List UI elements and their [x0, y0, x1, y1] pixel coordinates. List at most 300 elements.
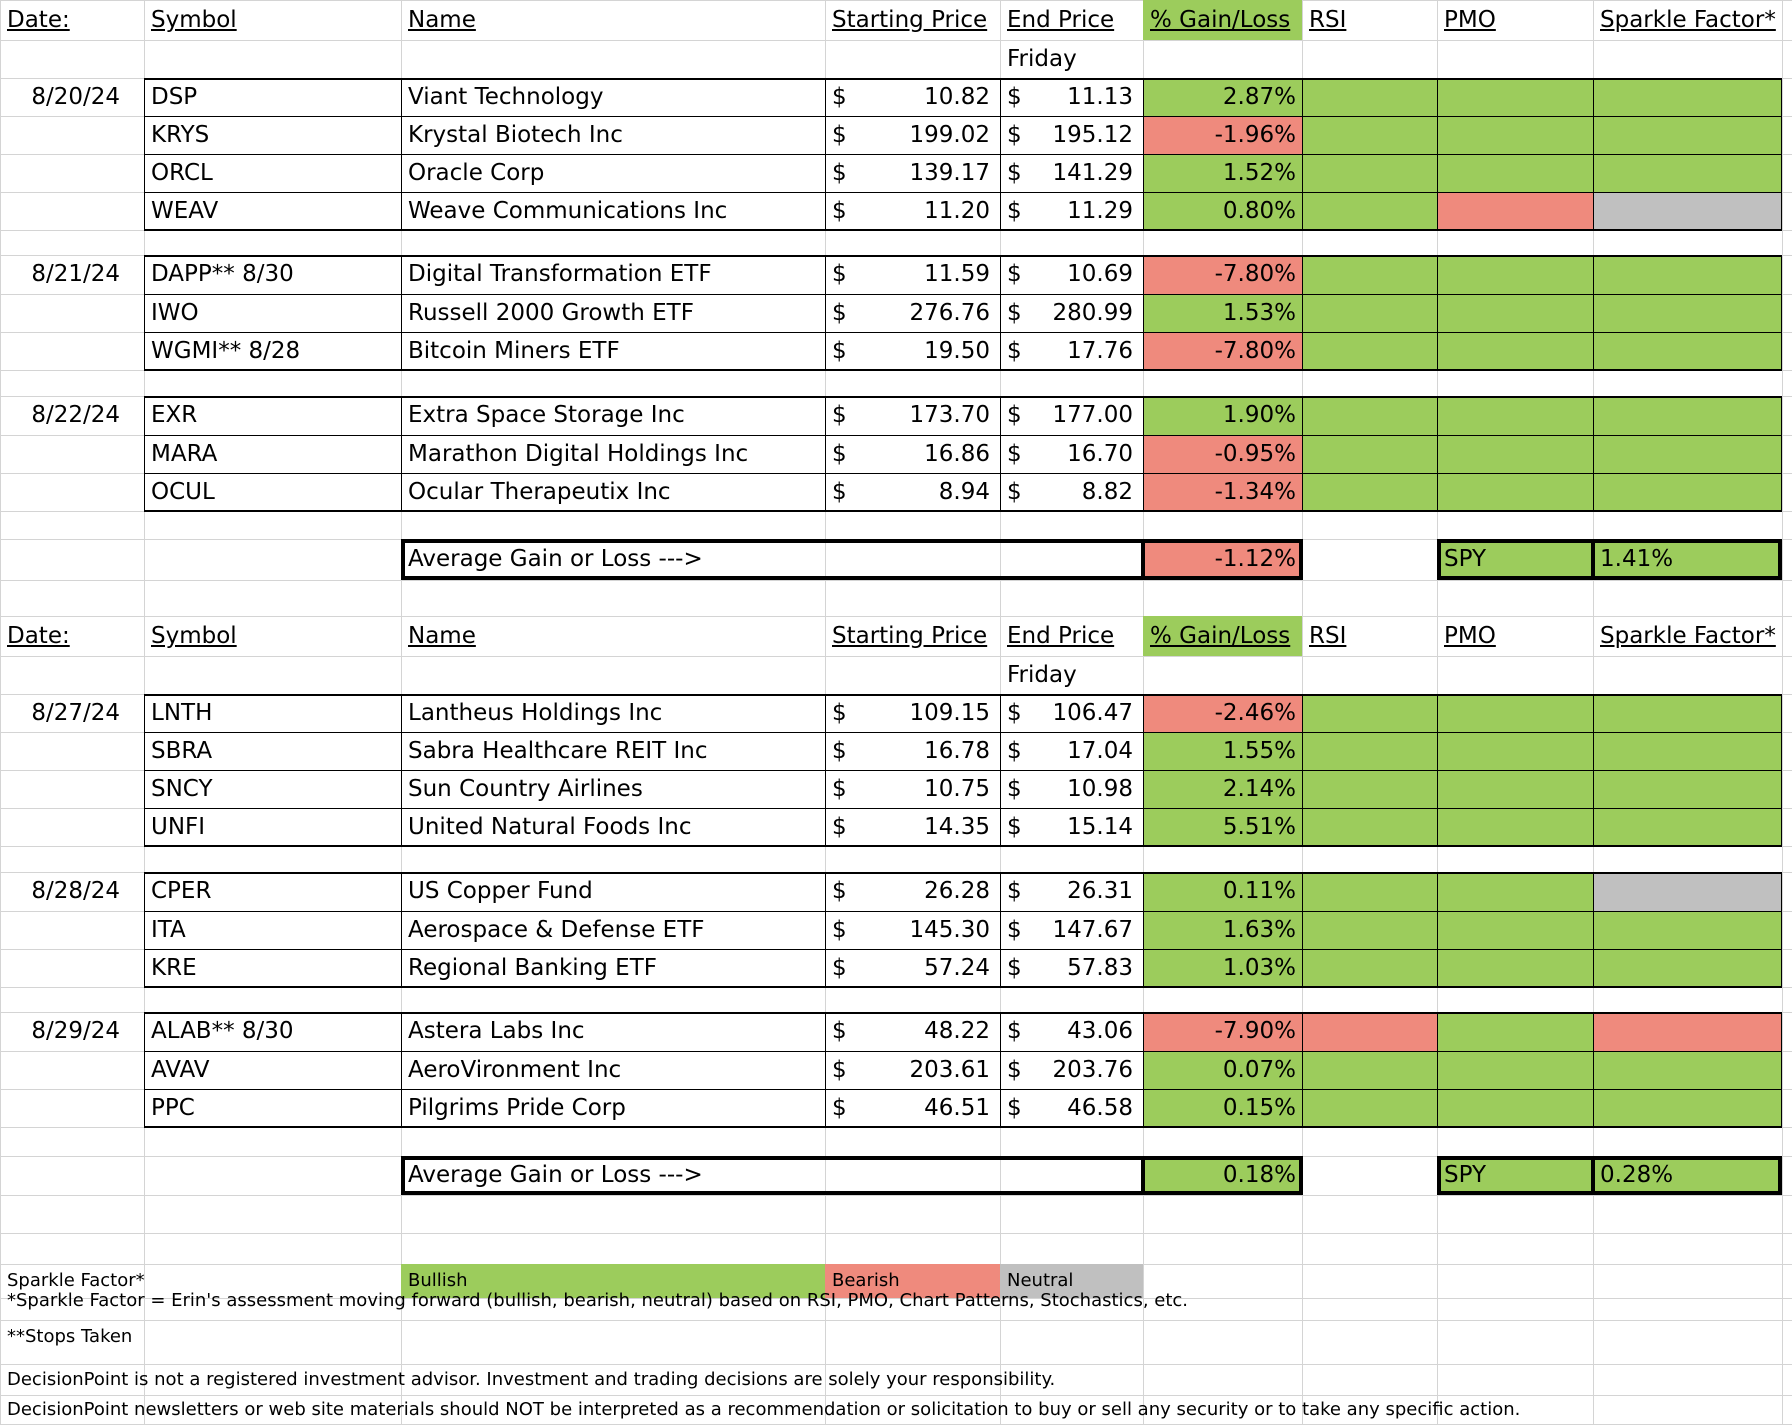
row-start-currency: $	[832, 737, 847, 764]
group-border-vertical	[825, 872, 826, 987]
column-header-sparkle-factor: Sparkle Factor*	[1600, 6, 1776, 33]
row-end-currency: $	[1007, 440, 1022, 467]
pmo-fill	[1437, 808, 1593, 846]
rsi-fill	[1302, 192, 1437, 230]
row-end-price: 46.58	[1067, 1094, 1133, 1121]
group-border-vertical	[1302, 1012, 1303, 1127]
group-border-bottom	[144, 845, 1782, 847]
column-header-rsi: RSI	[1309, 6, 1347, 33]
group-border-vertical	[1302, 78, 1303, 230]
row-start-price: 109.15	[909, 699, 990, 726]
row-start-price: 203.61	[909, 1056, 990, 1083]
row-border	[144, 808, 1782, 809]
row-symbol: MARA	[151, 440, 218, 467]
group-border-vertical	[1143, 78, 1144, 230]
footnote: **Stops Taken	[7, 1326, 133, 1347]
group-border-bottom	[144, 986, 1782, 988]
column-header-sparkle-factor: Sparkle Factor*	[1600, 622, 1776, 649]
row-border	[144, 332, 1782, 333]
grid-line-horizontal	[0, 656, 1792, 657]
row-border	[144, 294, 1782, 295]
row-gain: 2.87%	[1222, 83, 1296, 110]
column-header-end-price: End Price	[1007, 622, 1115, 649]
row-symbol: IWO	[151, 299, 199, 326]
row-gain: 1.63%	[1222, 916, 1296, 943]
sparkle-fill	[1593, 192, 1782, 230]
row-gain: 1.90%	[1222, 402, 1296, 428]
row-name: Ocular Therapeutix Inc	[408, 478, 671, 505]
column-header-symbol: Symbol	[151, 622, 237, 649]
row-symbol: DSP	[151, 83, 198, 110]
row-start-currency: $	[832, 1018, 847, 1044]
pmo-fill	[1437, 473, 1593, 511]
row-gain: 1.52%	[1222, 159, 1296, 186]
pmo-fill	[1437, 255, 1593, 294]
row-symbol: KRYS	[151, 121, 210, 148]
group-border-vertical	[1781, 396, 1782, 511]
rsi-fill	[1302, 1089, 1437, 1127]
row-end-price: 11.29	[1067, 197, 1133, 224]
pmo-fill	[1437, 872, 1593, 911]
row-name: Astera Labs Inc	[408, 1018, 585, 1044]
row-gain: -2.46%	[1214, 699, 1296, 726]
average-box-border	[401, 539, 405, 580]
row-end-price: 10.98	[1067, 775, 1133, 802]
sparkle-fill	[1593, 911, 1782, 949]
row-end-price: 147.67	[1052, 916, 1133, 943]
row-start-currency: $	[832, 440, 847, 467]
row-start-currency: $	[832, 878, 847, 904]
group-border-vertical	[1000, 78, 1001, 230]
legend-bearish: Bearish	[832, 1270, 900, 1291]
row-gain: 5.51%	[1222, 813, 1296, 840]
group-border-vertical	[825, 255, 826, 370]
row-name: Russell 2000 Growth ETF	[408, 299, 694, 326]
group-border-top	[144, 78, 1782, 80]
average-box-border	[1437, 539, 1782, 543]
row-end-currency: $	[1007, 954, 1022, 981]
row-end-price: 11.13	[1067, 83, 1133, 110]
row-symbol: SNCY	[151, 775, 213, 802]
pmo-fill	[1437, 154, 1593, 192]
row-date: 8/21/24	[31, 261, 120, 287]
legend-bullish: Bullish	[408, 1270, 468, 1291]
row-end-price: 106.47	[1052, 699, 1133, 726]
row-end-currency: $	[1007, 337, 1022, 364]
average-label: Average Gain or Loss --->	[408, 1162, 703, 1188]
legend-title: Sparkle Factor*	[7, 1270, 145, 1291]
pmo-fill	[1437, 694, 1593, 732]
group-border-vertical	[1437, 78, 1438, 230]
row-gain: 2.14%	[1222, 775, 1296, 802]
row-symbol: DAPP** 8/30	[151, 261, 294, 287]
group-border-vertical	[825, 694, 826, 846]
average-label: Average Gain or Loss --->	[408, 546, 703, 572]
row-symbol: KRE	[151, 954, 197, 981]
sparkle-fill	[1593, 255, 1782, 294]
row-end-currency: $	[1007, 197, 1022, 224]
row-start-price: 57.24	[924, 954, 990, 981]
row-start-price: 199.02	[909, 121, 990, 148]
row-end-currency: $	[1007, 737, 1022, 764]
group-border-vertical	[1437, 872, 1438, 987]
group-border-vertical	[1781, 78, 1782, 230]
group-border-vertical	[401, 255, 402, 370]
group-border-bottom	[144, 1126, 1782, 1128]
row-border	[144, 192, 1782, 193]
group-border-vertical	[825, 396, 826, 511]
rsi-fill	[1302, 255, 1437, 294]
row-start-price: 139.17	[909, 159, 990, 186]
row-symbol: CPER	[151, 878, 212, 904]
row-date: 8/27/24	[31, 699, 120, 726]
group-border-vertical	[1302, 694, 1303, 846]
row-symbol: LNTH	[151, 699, 213, 726]
row-name: Digital Transformation ETF	[408, 261, 712, 287]
spy-value: 1.41%	[1600, 546, 1674, 572]
grid-line-horizontal	[0, 40, 1792, 41]
rsi-fill	[1302, 1051, 1437, 1089]
average-box-border	[401, 1156, 405, 1195]
row-start-currency: $	[832, 337, 847, 364]
footnote: DecisionPoint is not a registered investment advisor. Investment and trading decisions are solely your responsibility.	[7, 1368, 1056, 1390]
row-start-currency: $	[832, 121, 847, 148]
average-box-border	[1591, 1156, 1595, 1195]
row-gain: 0.15%	[1222, 1094, 1296, 1121]
row-start-price: 16.78	[924, 737, 990, 764]
column-header-date: Date:	[7, 622, 70, 649]
end-price-subheader: Friday	[1007, 45, 1077, 72]
row-end-price: 8.82	[1081, 478, 1133, 505]
group-border-vertical	[1000, 255, 1001, 370]
average-box-border	[401, 1156, 1302, 1160]
pmo-fill	[1437, 1089, 1593, 1127]
row-end-price: 10.69	[1067, 261, 1133, 287]
spy-value: 0.28%	[1600, 1162, 1674, 1188]
group-border-vertical	[1143, 872, 1144, 987]
row-start-currency: $	[832, 402, 847, 428]
average-box-border	[1299, 539, 1303, 580]
footnote: DecisionPoint newsletters or web site materials should NOT be interpreted as a recommendation or solicitation to buy or sell any security or to take any specific action.	[7, 1398, 1521, 1420]
rsi-fill	[1302, 294, 1437, 332]
row-gain: -7.90%	[1214, 1018, 1296, 1044]
row-border	[144, 732, 1782, 733]
sparkle-fill	[1593, 872, 1782, 911]
group-border-vertical	[1437, 255, 1438, 370]
column-header-end-price: End Price	[1007, 6, 1115, 33]
row-start-currency: $	[832, 1056, 847, 1083]
row-end-currency: $	[1007, 299, 1022, 326]
rsi-fill	[1302, 732, 1437, 770]
sparkle-fill	[1593, 294, 1782, 332]
group-border-vertical	[1593, 78, 1594, 230]
row-start-price: 46.51	[924, 1094, 990, 1121]
group-border-vertical	[1593, 694, 1594, 846]
column-header-symbol: Symbol	[151, 6, 237, 33]
group-border-vertical	[401, 78, 402, 230]
row-date: 8/28/24	[31, 878, 120, 904]
group-border-vertical	[1302, 255, 1303, 370]
row-start-currency: $	[832, 1094, 847, 1121]
group-border-vertical	[825, 1012, 826, 1127]
rsi-fill	[1302, 911, 1437, 949]
row-start-currency: $	[832, 299, 847, 326]
sparkle-fill	[1593, 473, 1782, 511]
column-header-name: Name	[408, 622, 476, 649]
sparkle-fill	[1593, 949, 1782, 987]
group-border-vertical	[144, 1012, 145, 1127]
row-start-currency: $	[832, 159, 847, 186]
average-box-border	[1141, 539, 1145, 580]
column-header-name: Name	[408, 6, 476, 33]
sparkle-fill	[1593, 732, 1782, 770]
row-end-price: 16.70	[1067, 440, 1133, 467]
group-border-vertical	[401, 872, 402, 987]
row-name: Sabra Healthcare REIT Inc	[408, 737, 708, 764]
rsi-fill	[1302, 872, 1437, 911]
average-value: 0.18%	[1222, 1162, 1296, 1188]
group-border-vertical	[144, 396, 145, 511]
group-border-top	[144, 255, 1782, 257]
row-end-currency: $	[1007, 478, 1022, 505]
pmo-fill	[1437, 192, 1593, 230]
rsi-fill	[1302, 1012, 1437, 1051]
row-start-price: 145.30	[909, 916, 990, 943]
row-symbol: ALAB** 8/30	[151, 1018, 294, 1044]
row-start-currency: $	[832, 775, 847, 802]
row-end-currency: $	[1007, 1056, 1022, 1083]
row-end-price: 57.83	[1067, 954, 1133, 981]
row-gain: 1.03%	[1222, 954, 1296, 981]
group-border-vertical	[1143, 1012, 1144, 1127]
row-end-price: 195.12	[1052, 121, 1133, 148]
average-box-border	[1437, 539, 1441, 580]
group-border-vertical	[1781, 872, 1782, 987]
column-header-starting-price: Starting Price	[832, 622, 988, 649]
rsi-fill	[1302, 332, 1437, 370]
group-border-vertical	[144, 255, 145, 370]
pmo-fill	[1437, 294, 1593, 332]
row-gain: 1.55%	[1222, 737, 1296, 764]
row-name: United Natural Foods Inc	[408, 813, 692, 840]
row-end-price: 26.31	[1067, 878, 1133, 904]
row-start-currency: $	[832, 83, 847, 110]
group-border-vertical	[1000, 694, 1001, 846]
row-border	[144, 116, 1782, 117]
column-header--gain-loss: % Gain/Loss	[1150, 6, 1291, 33]
rsi-fill	[1302, 694, 1437, 732]
row-name: Krystal Biotech Inc	[408, 121, 623, 148]
group-border-vertical	[1302, 396, 1303, 511]
group-border-bottom	[144, 369, 1782, 371]
group-border-vertical	[1437, 694, 1438, 846]
average-box-border	[401, 1191, 1302, 1195]
row-end-currency: $	[1007, 121, 1022, 148]
average-box-border	[1778, 1156, 1782, 1195]
sparkle-fill	[1593, 332, 1782, 370]
row-start-currency: $	[832, 261, 847, 287]
sparkle-fill	[1593, 770, 1782, 808]
group-border-vertical	[1437, 396, 1438, 511]
row-border	[144, 1089, 1782, 1090]
group-border-vertical	[825, 78, 826, 230]
row-symbol: ITA	[151, 916, 186, 943]
group-border-vertical	[1593, 396, 1594, 511]
row-end-currency: $	[1007, 1094, 1022, 1121]
spy-label: SPY	[1444, 1162, 1487, 1188]
group-border-vertical	[1781, 255, 1782, 370]
average-box-border	[1141, 1156, 1145, 1195]
row-end-currency: $	[1007, 916, 1022, 943]
group-border-top	[144, 396, 1782, 398]
rsi-fill	[1302, 78, 1437, 116]
row-gain: -0.95%	[1214, 440, 1296, 467]
row-name: Pilgrims Pride Corp	[408, 1094, 626, 1121]
average-box-border	[1437, 1156, 1441, 1195]
row-name: Regional Banking ETF	[408, 954, 657, 981]
group-border-vertical	[1143, 694, 1144, 846]
row-gain: -1.34%	[1214, 478, 1296, 505]
row-end-price: 17.76	[1067, 337, 1133, 364]
rsi-fill	[1302, 949, 1437, 987]
row-symbol: UNFI	[151, 813, 206, 840]
row-end-price: 280.99	[1052, 299, 1133, 326]
row-gain: 0.11%	[1222, 878, 1296, 904]
spy-label: SPY	[1444, 546, 1487, 572]
legend-neutral: Neutral	[1007, 1270, 1074, 1291]
average-box-border	[1437, 1191, 1782, 1195]
group-border-top	[144, 1012, 1782, 1014]
grid-line-vertical	[1782, 0, 1783, 1424]
row-start-currency: $	[832, 699, 847, 726]
group-border-vertical	[1593, 1012, 1594, 1127]
pmo-fill	[1437, 1051, 1593, 1089]
pmo-fill	[1437, 770, 1593, 808]
row-end-price: 17.04	[1067, 737, 1133, 764]
row-symbol: ORCL	[151, 159, 213, 186]
group-border-vertical	[144, 694, 145, 846]
row-start-price: 276.76	[909, 299, 990, 326]
row-name: Weave Communications Inc	[408, 197, 728, 224]
row-start-price: 173.70	[909, 402, 990, 428]
row-border	[144, 473, 1782, 474]
sparkle-fill	[1593, 396, 1782, 435]
group-border-vertical	[144, 78, 145, 230]
row-start-price: 26.28	[924, 878, 990, 904]
row-name: Viant Technology	[408, 83, 604, 110]
group-border-vertical	[1781, 1012, 1782, 1127]
pmo-fill	[1437, 435, 1593, 473]
group-border-vertical	[1000, 1012, 1001, 1127]
row-border	[144, 770, 1782, 771]
row-date: 8/22/24	[31, 402, 120, 428]
row-name: Aerospace & Defense ETF	[408, 916, 705, 943]
average-box-border	[1299, 1156, 1303, 1195]
rsi-fill	[1302, 435, 1437, 473]
sparkle-fill	[1593, 435, 1782, 473]
average-box-border	[1437, 1156, 1782, 1160]
footnote: *Sparkle Factor = Erin's assessment moving forward (bullish, bearish, neutral) based on RSI, PMO, Chart Patterns, Stochastics, etc.	[7, 1290, 1189, 1311]
row-date: 8/20/24	[31, 83, 120, 110]
pmo-fill	[1437, 1012, 1593, 1051]
sparkle-fill	[1593, 1051, 1782, 1089]
average-box-border	[1778, 539, 1782, 580]
group-border-vertical	[1437, 1012, 1438, 1127]
column-header-starting-price: Starting Price	[832, 6, 988, 33]
group-border-bottom	[144, 510, 1782, 512]
row-end-currency: $	[1007, 878, 1022, 904]
grid-line-horizontal	[0, 1195, 1792, 1196]
grid-line-horizontal	[0, 1233, 1792, 1234]
pmo-fill	[1437, 332, 1593, 370]
average-box-border	[401, 539, 1302, 543]
row-end-price: 177.00	[1052, 402, 1133, 428]
group-border-vertical	[1593, 255, 1594, 370]
column-header-date: Date:	[7, 6, 70, 33]
pmo-fill	[1437, 116, 1593, 154]
row-name: Bitcoin Miners ETF	[408, 337, 620, 364]
row-gain: -7.80%	[1214, 337, 1296, 364]
end-price-subheader: Friday	[1007, 661, 1077, 688]
row-end-price: 203.76	[1052, 1056, 1133, 1083]
row-name: US Copper Fund	[408, 878, 593, 904]
row-name: AeroVironment Inc	[408, 1056, 622, 1083]
column-header-pmo: PMO	[1444, 622, 1496, 649]
row-gain: 0.07%	[1222, 1056, 1296, 1083]
row-start-price: 48.22	[924, 1018, 990, 1044]
row-start-currency: $	[832, 478, 847, 505]
column-header-pmo: PMO	[1444, 6, 1496, 33]
row-gain: -7.80%	[1214, 261, 1296, 287]
row-start-price: 8.94	[938, 478, 990, 505]
rsi-fill	[1302, 396, 1437, 435]
row-start-currency: $	[832, 954, 847, 981]
row-end-currency: $	[1007, 402, 1022, 428]
column-header--gain-loss: % Gain/Loss	[1150, 622, 1291, 649]
row-date: 8/29/24	[31, 1018, 120, 1044]
rsi-fill	[1302, 116, 1437, 154]
row-start-currency: $	[832, 197, 847, 224]
average-box-border	[1591, 539, 1595, 580]
row-start-price: 16.86	[924, 440, 990, 467]
group-border-bottom	[144, 229, 1782, 231]
group-border-vertical	[1143, 255, 1144, 370]
row-end-currency: $	[1007, 261, 1022, 287]
rsi-fill	[1302, 473, 1437, 511]
group-border-vertical	[144, 872, 145, 987]
group-border-vertical	[1000, 872, 1001, 987]
group-border-vertical	[1302, 872, 1303, 987]
column-header-rsi: RSI	[1309, 622, 1347, 649]
row-border	[144, 435, 1782, 436]
sparkle-fill	[1593, 1012, 1782, 1051]
row-name: Lantheus Holdings Inc	[408, 699, 663, 726]
group-border-top	[144, 872, 1782, 874]
row-symbol: WGMI** 8/28	[151, 337, 301, 364]
row-end-price: 15.14	[1067, 813, 1133, 840]
average-box-border	[1437, 576, 1782, 580]
group-border-vertical	[1781, 694, 1782, 846]
group-border-vertical	[401, 694, 402, 846]
row-symbol: WEAV	[151, 197, 219, 224]
row-border	[144, 154, 1782, 155]
rsi-fill	[1302, 808, 1437, 846]
row-gain: 1.53%	[1222, 299, 1296, 326]
average-box-border	[401, 576, 1302, 580]
row-start-price: 19.50	[924, 337, 990, 364]
row-gain: 0.80%	[1222, 197, 1296, 224]
row-start-price: 11.59	[924, 261, 990, 287]
